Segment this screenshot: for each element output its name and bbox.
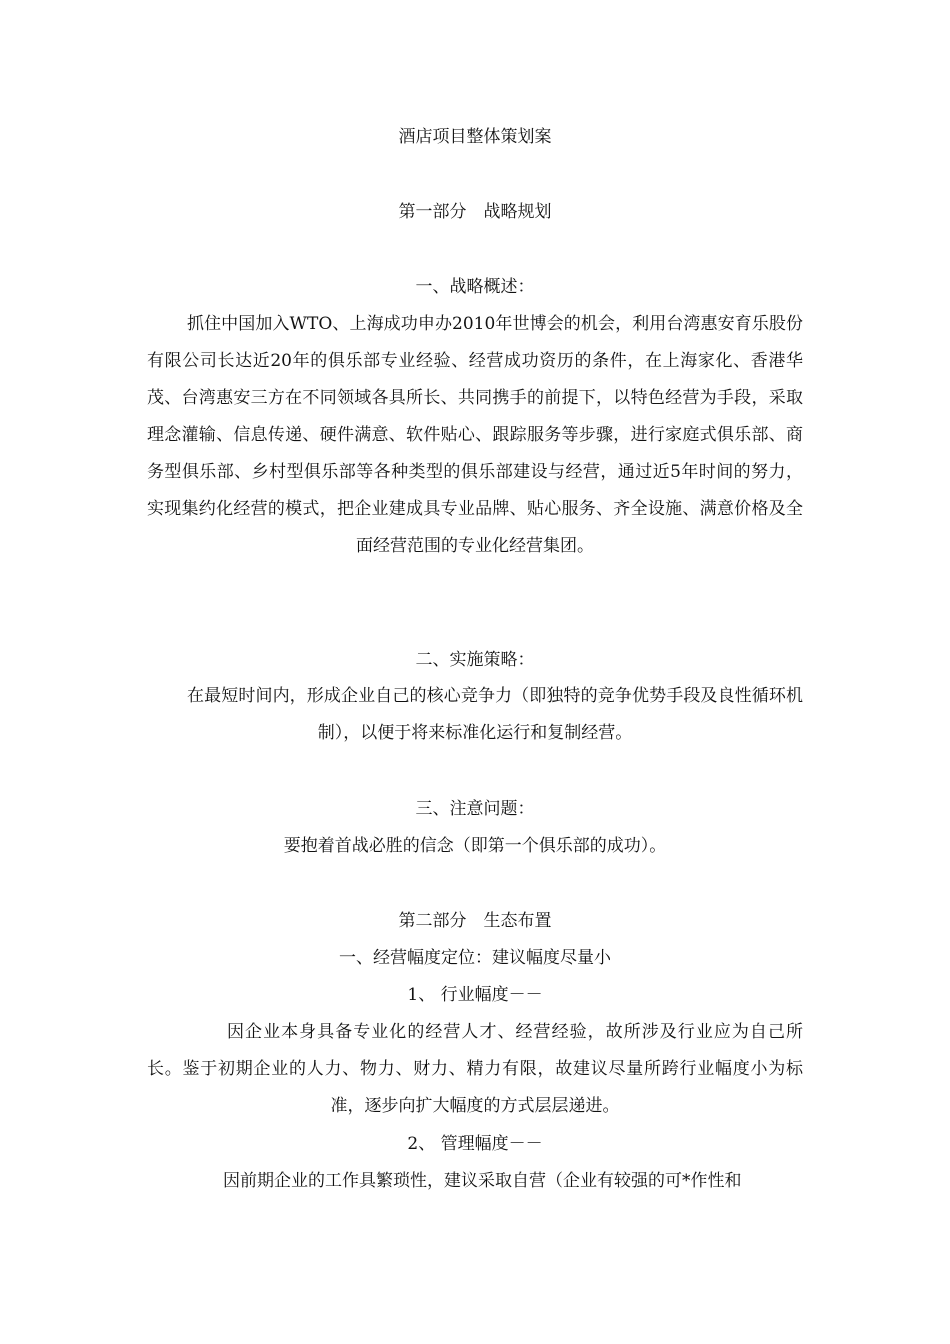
part2-heading: 第二部分 生态布置 — [398, 911, 552, 931]
section2-title: 二、实施策略： — [415, 650, 535, 670]
section1-body: 抓住中国加入WTO、上海成功申办2010年世博会的机会，利用台湾惠安育乐股份有限公司长达近20年的俱乐部专业经验、经营成功资历的条件，在上海家化、香港华茂、台湾惠安三方在不同领域各具所长、共同携手的前提下，以特色经营为手段，采取理念灌输、信息传递、硬件满意、软件贴心、跟踪服务等步骤，进行家庭式俱乐部、商务型俱乐部、乡村型俱乐部等各种类型的俱乐部建设与经营，通过近5年时间的努力，实现集约化经营的模式，把企业建成具专业品牌、贴心服务、齐全设施、满意价格及全面经营范围的专业化经营集团。 — [147, 314, 803, 556]
item2-title: 2、 管理幅度－－ — [407, 1134, 543, 1154]
document-title: 酒店项目整体策划案 — [398, 127, 552, 147]
part1-heading: 第一部分 战略规划 — [398, 202, 552, 222]
section2-body: 在最短时间内，形成企业自己的核心竞争力（即独特的竞争优势手段及良性循环机制），以便于将来标准化运行和复制经营。 — [187, 686, 803, 743]
section3-body: 要抱着首战必胜的信念（即第一个俱乐部的成功）。 — [283, 836, 667, 856]
item1-body: 因企业本身具备专业化的经营人才、经营经验，故所涉及行业应为自己所长。鉴于初期企业的人力、物力、财力、精力有限，故建议尽量所跨行业幅度小为标准，逐步向扩大幅度的方式层层递进。 — [147, 1022, 803, 1116]
section3-title: 三、注意问题： — [415, 799, 535, 819]
item2-body: 因前期企业的工作具繁琐性，建议采取自营（企业有较强的可*作性和 — [223, 1171, 742, 1191]
subsection1-title: 一、经营幅度定位：建议幅度尽量小 — [339, 948, 611, 968]
item1-title: 1、 行业幅度－－ — [407, 985, 543, 1005]
section1-title: 一、战略概述： — [415, 277, 535, 297]
